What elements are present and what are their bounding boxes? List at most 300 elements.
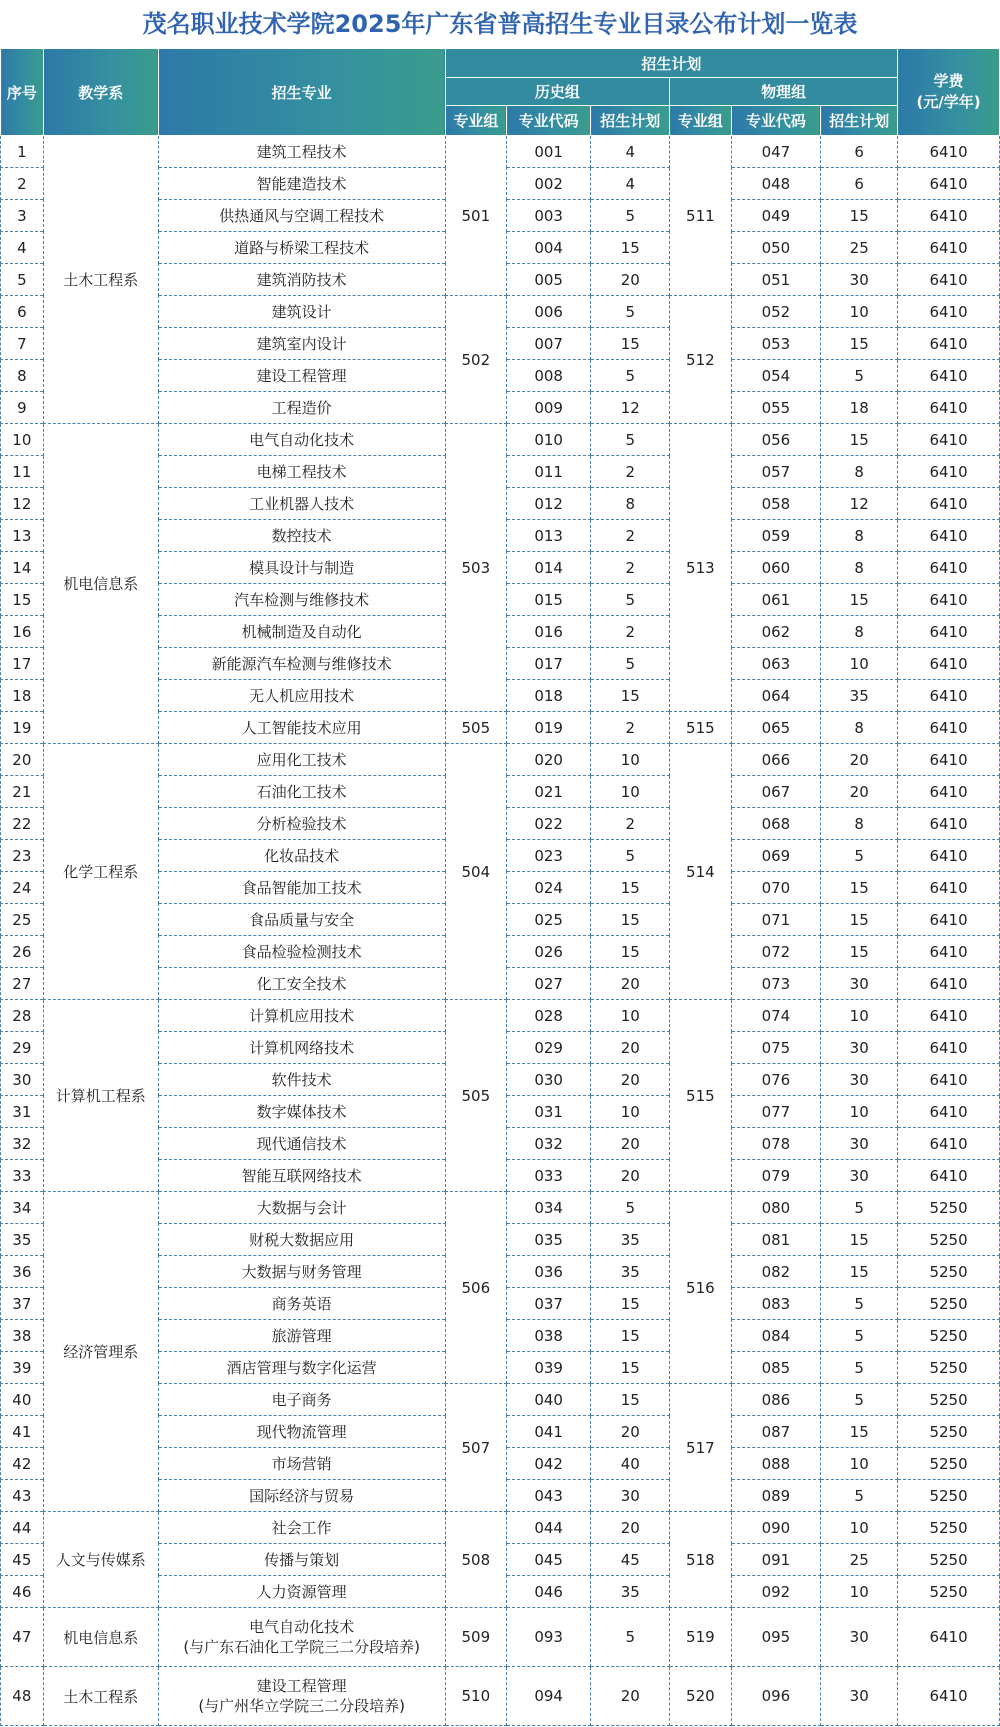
phys-code-cell: 062 [731,616,821,648]
row-seq: 38 [1,1320,44,1352]
hist-code-cell: 040 [507,1384,591,1416]
table-row [1,1667,1000,1726]
row-seq: 25 [1,904,44,936]
phys-quota-cell: 5 [821,1480,898,1512]
phys-quota-cell: 20 [821,776,898,808]
hist-quota-cell: 2 [591,456,670,488]
fee-cell: 6410 [898,1160,1000,1192]
major-cell: 建筑设计 [158,296,445,328]
hist-code-cell: 043 [507,1480,591,1512]
hist-code-cell: 003 [507,200,591,232]
phys-code-cell: 075 [731,1032,821,1064]
hist-quota-cell: 4 [591,168,670,200]
phys-code-cell: 081 [731,1224,821,1256]
fee-cell: 6410 [898,488,1000,520]
major-cell: 新能源汽车检测与维修技术 [158,648,445,680]
fee-cell: 6410 [898,616,1000,648]
row-seq: 45 [1,1544,44,1576]
major-cell: 化工安全技术 [158,968,445,1000]
hist-code-cell: 093 [507,1608,591,1667]
hist-code-cell: 094 [507,1667,591,1726]
phys-quota-cell: 5 [821,1352,898,1384]
phys-code-cell: 070 [731,872,821,904]
hist-quota-cell: 20 [591,264,670,296]
major-cell: 建筑工程技术 [158,136,445,168]
header-history: 历史组 [445,78,670,106]
phys-group-cell: 516 [670,1192,731,1384]
table-body [1,136,1000,1726]
header-physics: 物理组 [670,78,898,106]
hist-code-cell: 034 [507,1192,591,1224]
row-seq: 47 [1,1608,44,1667]
phys-quota-cell: 15 [821,200,898,232]
fee-cell: 6410 [898,392,1000,424]
major-note: (与广东石油化工学院三二分段培养) [183,1638,421,1656]
fee-cell: 5250 [898,1544,1000,1576]
row-seq: 39 [1,1352,44,1384]
phys-code-cell: 051 [731,264,821,296]
hist-code-cell: 045 [507,1544,591,1576]
major-cell: 工业机器人技术 [158,488,445,520]
row-seq: 26 [1,936,44,968]
phys-quota-cell: 15 [821,1256,898,1288]
row-seq: 19 [1,712,44,744]
phys-code-cell: 061 [731,584,821,616]
row-seq: 34 [1,1192,44,1224]
row-seq: 22 [1,808,44,840]
phys-quota-cell: 15 [821,904,898,936]
phys-quota-cell: 15 [821,328,898,360]
hist-group-cell: 509 [445,1608,506,1667]
phys-code-cell: 047 [731,136,821,168]
phys-code-cell: 050 [731,232,821,264]
hist-quota-cell: 15 [591,1384,670,1416]
major-cell: 酒店管理与数字化运营 [158,1352,445,1384]
major-cell: 市场营销 [158,1448,445,1480]
table-row [1,1192,1000,1224]
fee-cell: 5250 [898,1416,1000,1448]
phys-code-cell: 095 [731,1608,821,1667]
row-seq: 31 [1,1096,44,1128]
hist-code-cell: 025 [507,904,591,936]
phys-code-cell: 079 [731,1160,821,1192]
fee-cell: 5250 [898,1352,1000,1384]
dept-cell: 人文与传媒系 [43,1512,158,1608]
hist-quota-cell: 15 [591,872,670,904]
header-phys-code: 专业代码 [731,106,821,136]
phys-code-cell: 052 [731,296,821,328]
phys-quota-cell: 5 [821,840,898,872]
hist-quota-cell: 35 [591,1256,670,1288]
hist-quota-cell: 15 [591,1288,670,1320]
fee-cell: 6410 [898,1096,1000,1128]
phys-code-cell: 059 [731,520,821,552]
fee-cell: 6410 [898,680,1000,712]
major-cell: 计算机网络技术 [158,1032,445,1064]
major-cell: 机械制造及自动化 [158,616,445,648]
hist-code-cell: 004 [507,232,591,264]
phys-quota-cell: 15 [821,584,898,616]
major-cell: 工程造价 [158,392,445,424]
row-seq: 30 [1,1064,44,1096]
phys-group-cell: 515 [670,712,731,744]
hist-quota-cell: 15 [591,232,670,264]
phys-code-cell: 053 [731,328,821,360]
major-cell: 智能建造技术 [158,168,445,200]
phys-group-cell: 518 [670,1512,731,1608]
hist-code-cell: 026 [507,936,591,968]
fee-cell: 6410 [898,232,1000,264]
row-seq: 2 [1,168,44,200]
hist-quota-cell: 2 [591,520,670,552]
hist-quota-cell: 10 [591,1096,670,1128]
row-seq: 29 [1,1032,44,1064]
hist-quota-cell: 20 [591,1160,670,1192]
major-cell: 电气自动化技术 [158,424,445,456]
phys-code-cell: 065 [731,712,821,744]
major-cell: 大数据与会计 [158,1192,445,1224]
fee-cell: 6410 [898,1667,1000,1726]
hist-quota-cell: 45 [591,1544,670,1576]
phys-quota-cell: 10 [821,296,898,328]
phys-quota-cell: 6 [821,136,898,168]
row-seq: 6 [1,296,44,328]
major-cell: 人工智能技术应用 [158,712,445,744]
hist-quota-cell: 15 [591,680,670,712]
phys-code-cell: 054 [731,360,821,392]
hist-group-cell: 506 [445,1192,506,1384]
row-seq: 11 [1,456,44,488]
phys-quota-cell: 5 [821,1288,898,1320]
major-cell: 石油化工技术 [158,776,445,808]
hist-quota-cell: 20 [591,1416,670,1448]
phys-quota-cell: 15 [821,424,898,456]
major-cell: 道路与桥梁工程技术 [158,232,445,264]
hist-quota-cell: 5 [591,424,670,456]
hist-code-cell: 037 [507,1288,591,1320]
header-hist-group: 专业组 [445,106,506,136]
phys-code-cell: 060 [731,552,821,584]
phys-quota-cell: 8 [821,552,898,584]
fee-cell: 6410 [898,136,1000,168]
major-cell: 现代物流管理 [158,1416,445,1448]
hist-quota-cell: 5 [591,360,670,392]
fee-cell: 6410 [898,872,1000,904]
hist-quota-cell: 20 [591,1032,670,1064]
hist-code-cell: 013 [507,520,591,552]
phys-code-cell: 089 [731,1480,821,1512]
hist-quota-cell: 5 [591,1608,670,1667]
phys-code-cell: 072 [731,936,821,968]
phys-quota-cell: 15 [821,936,898,968]
major-cell: 无人机应用技术 [158,680,445,712]
hist-quota-cell: 20 [591,1667,670,1726]
dept-cell: 经济管理系 [43,1192,158,1512]
hist-quota-cell: 5 [591,296,670,328]
hist-quota-cell: 5 [591,840,670,872]
page-title: 茂名职业技术学院2025年广东省普高招生专业目录公布计划一览表 [142,10,858,38]
row-seq: 43 [1,1480,44,1512]
major-cell: 大数据与财务管理 [158,1256,445,1288]
phys-quota-cell: 5 [821,1192,898,1224]
hist-code-cell: 030 [507,1064,591,1096]
major-name: 电气自动化技术 [249,1618,355,1636]
phys-quota-cell: 10 [821,1448,898,1480]
dept-cell: 机电信息系 [43,424,158,744]
phys-code-cell: 078 [731,1128,821,1160]
row-seq: 5 [1,264,44,296]
hist-code-cell: 011 [507,456,591,488]
phys-code-cell: 080 [731,1192,821,1224]
phys-code-cell: 092 [731,1576,821,1608]
major-cell: 电梯工程技术 [158,456,445,488]
hist-code-cell: 042 [507,1448,591,1480]
fee-cell: 6410 [898,776,1000,808]
hist-quota-cell: 4 [591,136,670,168]
row-seq: 16 [1,616,44,648]
phys-code-cell: 085 [731,1352,821,1384]
hist-code-cell: 015 [507,584,591,616]
row-seq: 23 [1,840,44,872]
major-cell: 模具设计与制造 [158,552,445,584]
major-cell: 分析检验技术 [158,808,445,840]
hist-quota-cell: 5 [591,1192,670,1224]
table-row [1,1512,1000,1544]
phys-group-cell: 519 [670,1608,731,1667]
hist-code-cell: 036 [507,1256,591,1288]
phys-quota-cell: 5 [821,360,898,392]
hist-code-cell: 021 [507,776,591,808]
phys-code-cell: 067 [731,776,821,808]
hist-code-cell: 008 [507,360,591,392]
header-fee-line2: (元/学年) [916,93,981,111]
phys-code-cell: 090 [731,1512,821,1544]
phys-code-cell: 055 [731,392,821,424]
fee-cell: 5250 [898,1448,1000,1480]
dept-cell: 土木工程系 [43,1667,158,1726]
phys-group-cell: 520 [670,1667,731,1726]
table-row [1,136,1000,168]
major-cell: 传播与策划 [158,1544,445,1576]
fee-cell: 6410 [898,648,1000,680]
hist-quota-cell: 2 [591,808,670,840]
hist-code-cell: 046 [507,1576,591,1608]
phys-group-cell: 513 [670,424,731,712]
major-cell: 供热通风与空调工程技术 [158,200,445,232]
hist-group-cell: 507 [445,1384,506,1512]
phys-code-cell: 048 [731,168,821,200]
fee-cell: 6410 [898,584,1000,616]
hist-group-cell: 502 [445,296,506,424]
row-seq: 4 [1,232,44,264]
fee-cell: 6410 [898,1000,1000,1032]
hist-code-cell: 038 [507,1320,591,1352]
hist-quota-cell: 2 [591,552,670,584]
phys-code-cell: 082 [731,1256,821,1288]
major-cell: 建筑消防技术 [158,264,445,296]
fee-cell: 6410 [898,360,1000,392]
hist-code-cell: 005 [507,264,591,296]
phys-code-cell: 068 [731,808,821,840]
hist-quota-cell: 5 [591,584,670,616]
hist-code-cell: 041 [507,1416,591,1448]
major-cell: 社会工作 [158,1512,445,1544]
phys-code-cell: 058 [731,488,821,520]
row-seq: 42 [1,1448,44,1480]
phys-code-cell: 069 [731,840,821,872]
row-seq: 41 [1,1416,44,1448]
fee-cell: 5250 [898,1384,1000,1416]
major-cell: 数字媒体技术 [158,1096,445,1128]
phys-quota-cell: 25 [821,232,898,264]
phys-quota-cell: 6 [821,168,898,200]
fee-cell: 6410 [898,296,1000,328]
phys-code-cell: 083 [731,1288,821,1320]
phys-quota-cell: 18 [821,392,898,424]
hist-quota-cell: 40 [591,1448,670,1480]
phys-quota-cell: 8 [821,456,898,488]
hist-quota-cell: 15 [591,936,670,968]
row-seq: 37 [1,1288,44,1320]
row-seq: 13 [1,520,44,552]
major-cell: 旅游管理 [158,1320,445,1352]
hist-code-cell: 035 [507,1224,591,1256]
fee-cell: 6410 [898,520,1000,552]
hist-quota-cell: 10 [591,776,670,808]
phys-quota-cell: 10 [821,648,898,680]
phys-group-cell: 514 [670,744,731,1000]
row-seq: 18 [1,680,44,712]
table-row [1,1000,1000,1032]
phys-quota-cell: 30 [821,968,898,1000]
hist-quota-cell: 20 [591,1512,670,1544]
dept-cell: 计算机工程系 [43,1000,158,1192]
row-seq: 36 [1,1256,44,1288]
fee-cell: 5250 [898,1320,1000,1352]
header-phys-group: 专业组 [670,106,731,136]
hist-quota-cell: 10 [591,1000,670,1032]
hist-code-cell: 028 [507,1000,591,1032]
dept-cell: 土木工程系 [43,136,158,424]
major-note: (与广州华立学院三二分段培养) [198,1697,406,1715]
hist-code-cell: 006 [507,296,591,328]
hist-group-cell: 504 [445,744,506,1000]
major-cell: 现代通信技术 [158,1128,445,1160]
row-seq: 32 [1,1128,44,1160]
hist-code-cell: 014 [507,552,591,584]
fee-cell: 6410 [898,712,1000,744]
hist-code-cell: 022 [507,808,591,840]
phys-quota-cell: 30 [821,264,898,296]
major-cell [158,1608,445,1667]
major-cell: 建筑室内设计 [158,328,445,360]
row-seq: 21 [1,776,44,808]
fee-cell: 6410 [898,904,1000,936]
hist-quota-cell: 15 [591,1352,670,1384]
fee-cell: 5250 [898,1224,1000,1256]
fee-cell: 6410 [898,968,1000,1000]
phys-quota-cell: 20 [821,744,898,776]
row-seq: 27 [1,968,44,1000]
hist-quota-cell: 20 [591,1128,670,1160]
fee-cell: 6410 [898,744,1000,776]
phys-code-cell: 087 [731,1416,821,1448]
hist-code-cell: 007 [507,328,591,360]
hist-quota-cell: 5 [591,648,670,680]
major-cell: 财税大数据应用 [158,1224,445,1256]
major-cell: 食品质量与安全 [158,904,445,936]
fee-cell: 6410 [898,1128,1000,1160]
hist-code-cell: 012 [507,488,591,520]
row-seq: 12 [1,488,44,520]
phys-quota-cell: 30 [821,1667,898,1726]
hist-group-cell: 505 [445,712,506,744]
phys-code-cell: 057 [731,456,821,488]
phys-group-cell: 515 [670,1000,731,1192]
hist-quota-cell: 5 [591,200,670,232]
major-cell: 商务英语 [158,1288,445,1320]
row-seq: 46 [1,1576,44,1608]
fee-cell: 6410 [898,840,1000,872]
phys-quota-cell: 8 [821,712,898,744]
major-cell [158,1667,445,1726]
hist-quota-cell: 10 [591,744,670,776]
header-plan: 招生计划 [445,49,897,78]
phys-code-cell: 066 [731,744,821,776]
phys-quota-cell: 10 [821,1512,898,1544]
hist-quota-cell: 30 [591,1480,670,1512]
major-cell: 应用化工技术 [158,744,445,776]
phys-quota-cell: 15 [821,1416,898,1448]
major-cell: 国际经济与贸易 [158,1480,445,1512]
hist-quota-cell: 35 [591,1224,670,1256]
fee-cell: 5250 [898,1192,1000,1224]
hist-code-cell: 027 [507,968,591,1000]
hist-group-cell: 501 [445,136,506,296]
fee-cell: 6410 [898,200,1000,232]
fee-cell: 6410 [898,808,1000,840]
hist-code-cell: 023 [507,840,591,872]
major-cell: 智能互联网络技术 [158,1160,445,1192]
row-seq: 3 [1,200,44,232]
header-hist-code: 专业代码 [507,106,591,136]
hist-code-cell: 009 [507,392,591,424]
row-seq: 28 [1,1000,44,1032]
major-cell: 数控技术 [158,520,445,552]
row-seq: 9 [1,392,44,424]
row-seq: 17 [1,648,44,680]
hist-quota-cell: 15 [591,328,670,360]
phys-quota-cell: 10 [821,1576,898,1608]
table-row [1,424,1000,456]
major-cell: 食品检验检测技术 [158,936,445,968]
row-seq: 14 [1,552,44,584]
major-cell: 建设工程管理 [158,360,445,392]
hist-quota-cell: 20 [591,968,670,1000]
row-seq: 24 [1,872,44,904]
major-cell: 人力资源管理 [158,1576,445,1608]
phys-code-cell: 084 [731,1320,821,1352]
fee-cell: 6410 [898,456,1000,488]
fee-cell: 5250 [898,1512,1000,1544]
hist-quota-cell: 20 [591,1064,670,1096]
hist-quota-cell: 12 [591,392,670,424]
dept-cell: 机电信息系 [43,1608,158,1667]
phys-quota-cell: 10 [821,1000,898,1032]
phys-quota-cell: 5 [821,1384,898,1416]
hist-code-cell: 029 [507,1032,591,1064]
header-fee [898,49,1000,136]
